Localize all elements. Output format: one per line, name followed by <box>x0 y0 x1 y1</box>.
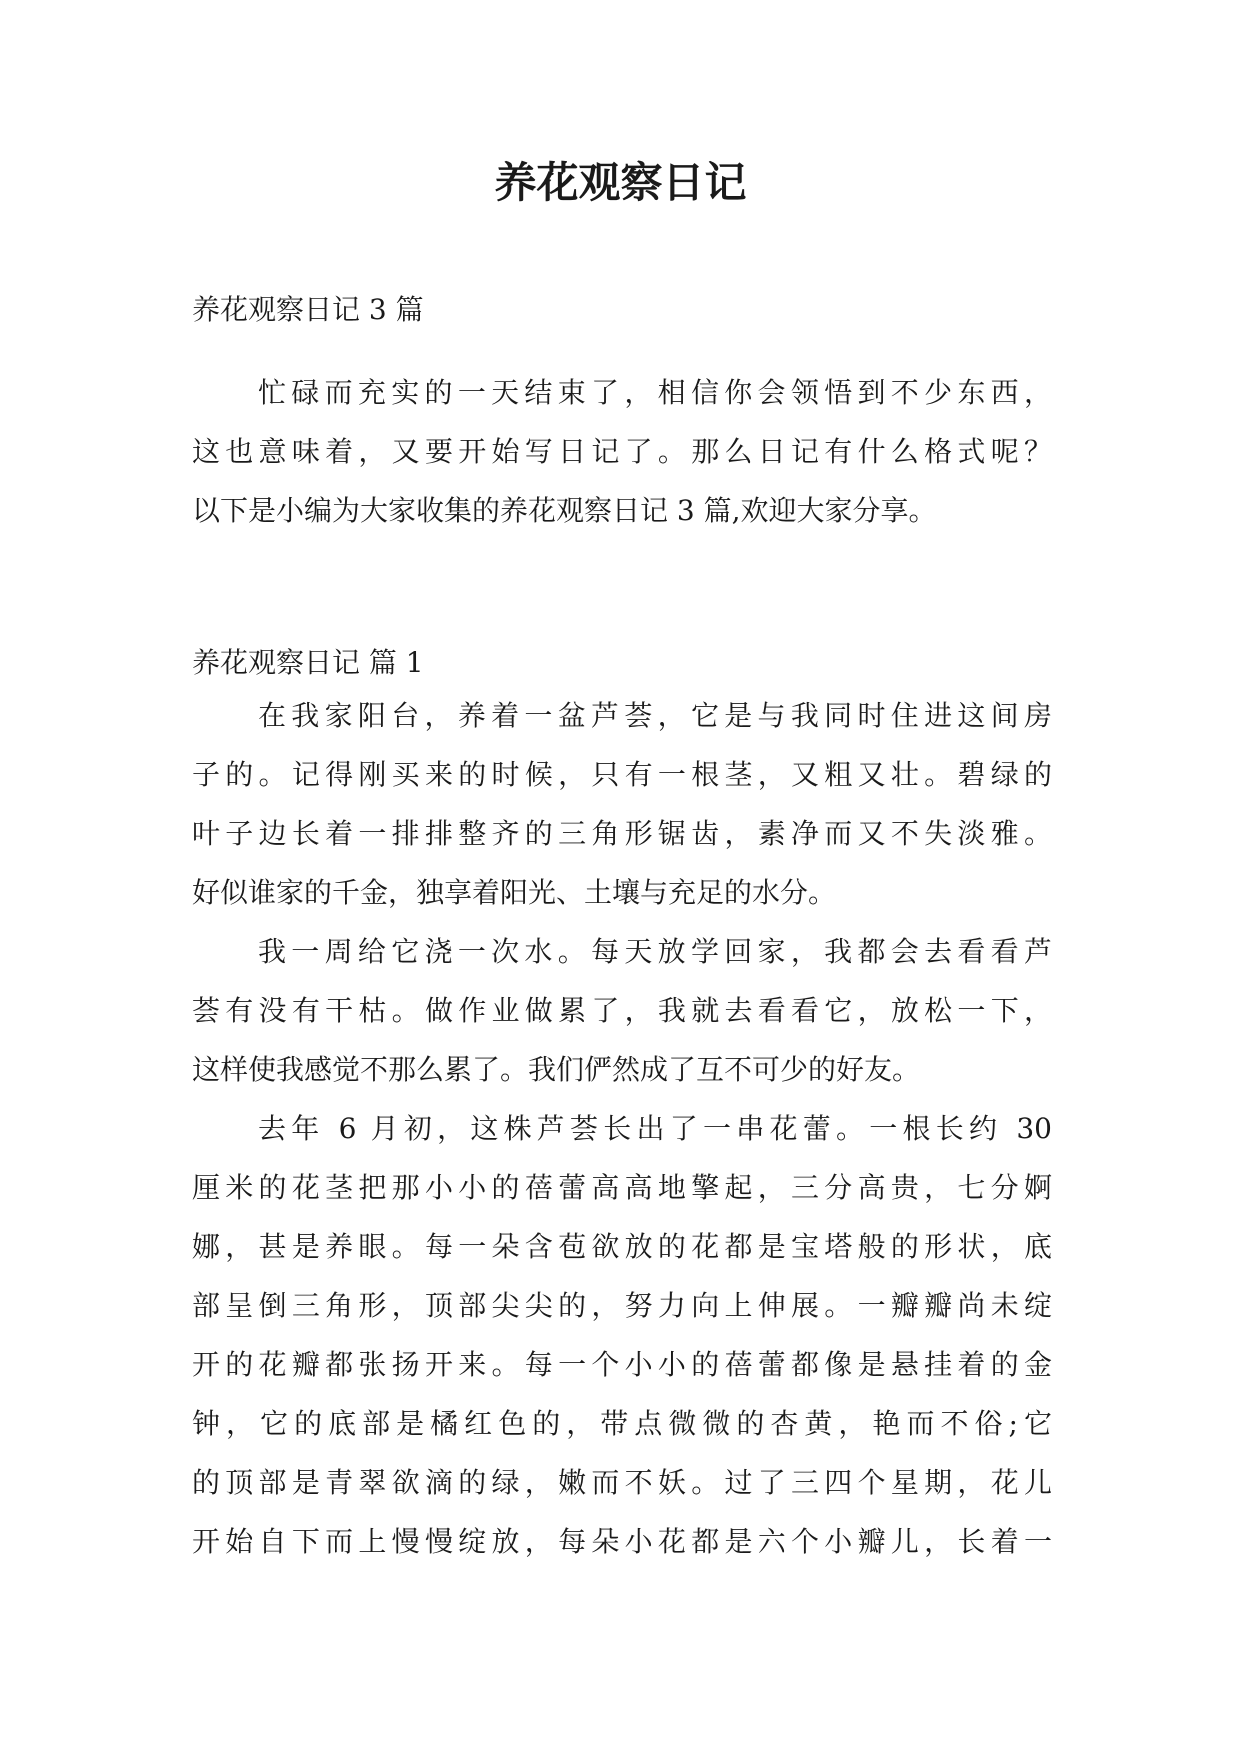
document-title: 养花观察日记 <box>494 158 747 207</box>
paragraph-line: 我一周给它浇一次水。每天放学回家，我都会去看看芦 <box>258 935 1052 968</box>
body-paragraph-3 <box>192 1099 1052 1571</box>
intro-line: 以下是小编为大家收集的养花观察日记 3 篇,欢迎大家分享。 <box>192 494 937 527</box>
paragraph-line: 的顶部是青翠欲滴的绿，嫩而不妖。过了三四个星期，花儿 <box>192 1466 1052 1499</box>
paragraph-line: 荟有没有干枯。做作业做累了，我就去看看它，放松一下， <box>192 994 1052 1027</box>
paragraph-line: 部呈倒三角形，顶部尖尖的，努力向上伸展。一瓣瓣尚未绽 <box>192 1289 1052 1322</box>
intro-paragraph <box>192 363 1052 540</box>
body-paragraph-1 <box>192 686 1052 922</box>
paragraph-line: 叶子边长着一排排整齐的三角形锯齿，素净而又不失淡雅。 <box>192 817 1052 850</box>
paragraph-line: 开的花瓣都张扬开来。每一个小小的蓓蕾都像是悬挂着的金 <box>192 1348 1052 1381</box>
paragraph-line: 去年 6 月初，这株芦荟长出了一串花蕾。一根长约 30 <box>258 1112 1052 1145</box>
paragraph-line: 开始自下而上慢慢绽放，每朵小花都是六个小瓣儿，长着一 <box>192 1525 1052 1558</box>
section-heading: 养花观察日记 篇 1 <box>192 646 424 679</box>
paragraph-line: 厘米的花茎把那小小的蓓蕾高高地擎起，三分高贵，七分婀 <box>192 1171 1052 1204</box>
document-subtitle: 养花观察日记 3 篇 <box>192 293 424 326</box>
paragraph-line: 这样使我感觉不那么累了。我们俨然成了互不可少的好友。 <box>192 1053 921 1086</box>
paragraph-line: 好似谁家的千金，独享着阳光、土壤与充足的水分。 <box>192 876 837 909</box>
intro-line: 这也意味着，又要开始写日记了。那么日记有什么格式呢？ <box>192 435 1052 468</box>
intro-line: 忙碌而充实的一天结束了，相信你会领悟到不少东西， <box>258 376 1052 409</box>
paragraph-line: 子的。记得刚买来的时候，只有一根茎，又粗又壮。碧绿的 <box>192 758 1052 791</box>
body-paragraph-2 <box>192 922 1052 1099</box>
paragraph-line: 在我家阳台，养着一盆芦荟，它是与我同时住进这间房 <box>258 699 1052 732</box>
paragraph-line: 钟，它的底部是橘红色的，带点微微的杏黄，艳而不俗;它 <box>192 1407 1052 1440</box>
paragraph-line: 娜，甚是养眼。每一朵含苞欲放的花都是宝塔般的形状，底 <box>192 1230 1052 1263</box>
